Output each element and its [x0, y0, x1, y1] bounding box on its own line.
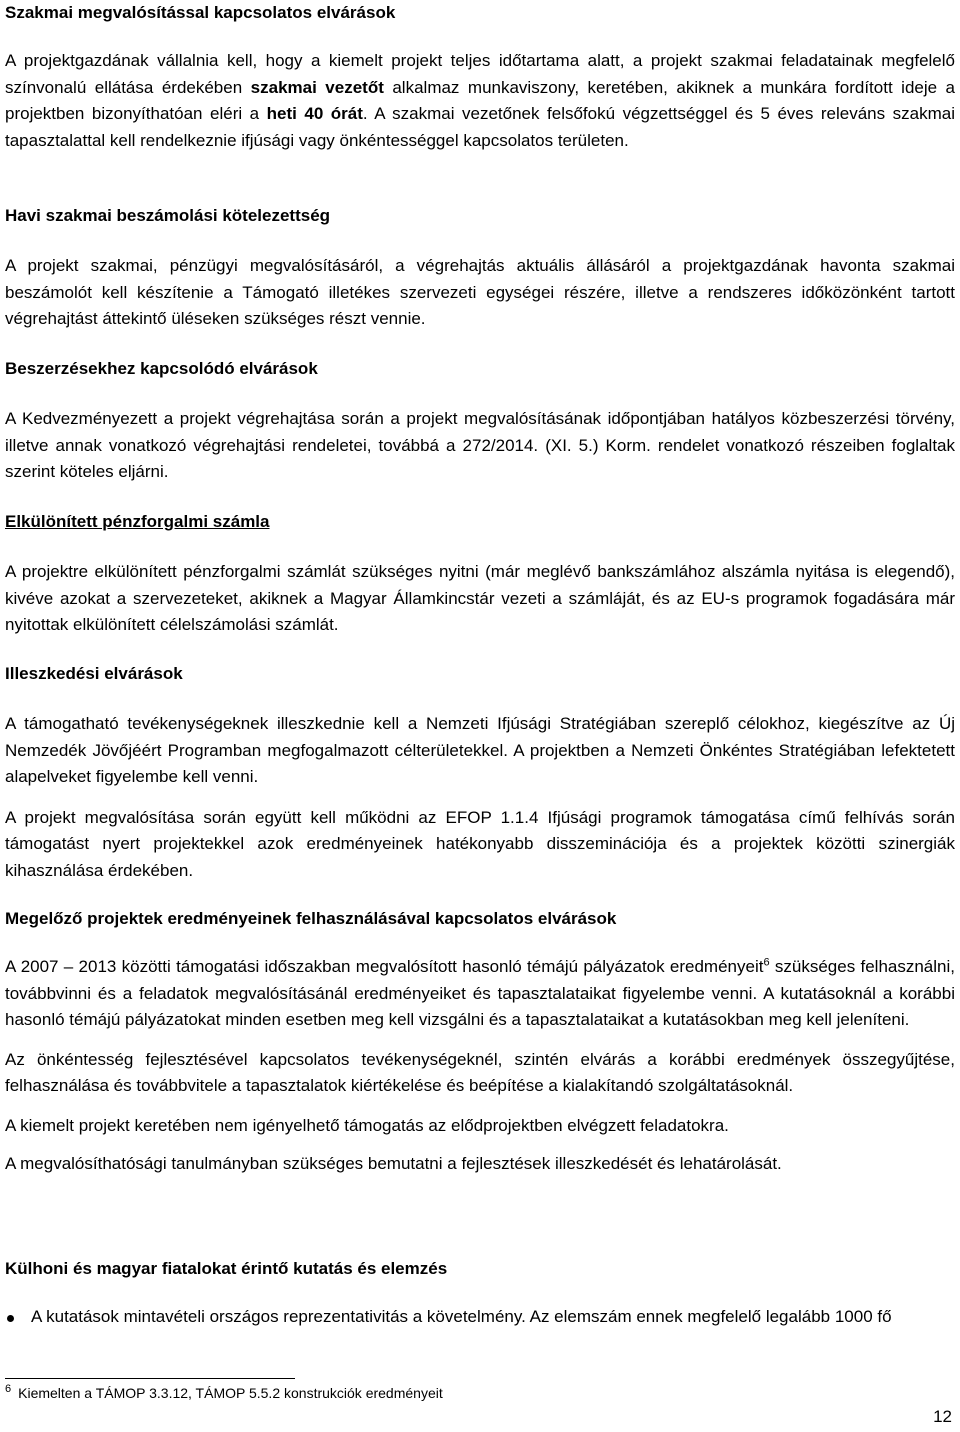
- bullet-icon: [7, 1315, 14, 1322]
- footnote: [5, 1384, 443, 1402]
- section-illeszkedes: [5, 661, 955, 884]
- list-item-text: A kutatások mintavételi országos reprezentativitás a követelmény. Az elemszám ennek megfelelő legalább 1000 fő: [31, 1307, 892, 1326]
- footnote-reference[interactable]: 6: [763, 956, 770, 969]
- text-run: A projektgazdának vállalnia kell, hogy a kiemelt projekt teljes időtartama alatt, a projekt szakmai feladatainak megfelelő színvonalú ellátása érdekében: [5, 51, 955, 97]
- section-megelozo-projektek: [5, 906, 955, 1178]
- section-beszerzes: [5, 356, 955, 486]
- text-run: alkalmaz munkaviszony, keretében, akiknek a munkára fordított ideje a projektben bizonyíthatóan eléri a: [5, 77, 956, 123]
- text-run: szükséges felhasználni, továbbvinni és a feladatok megvalósításánál eredményeiket és tapasztalataikat figyelembe venni. A kutatásoknál a korábbi hasonló témájú pályázatokat minden esetben meg kell vizsgálni és a tapasztalataikat a kutatásokban meg kell jeleníteni.: [5, 957, 955, 1029]
- bold-text: szakmai vezetőt: [250, 77, 384, 97]
- section-heading: Megelőző projektek eredményeinek felhasználásával kapcsolatos elvárások: [5, 909, 617, 928]
- section-heading: Beszerzésekhez kapcsolódó elvárások: [5, 359, 318, 378]
- section-paragraph: [5, 48, 955, 154]
- section-penzforgalmi-szamla: [5, 509, 955, 639]
- bullet-list: [5, 1304, 955, 1331]
- section-paragraph: A projektre elkülönített pénzforgalmi számlát szükséges nyitni (már meglévő bankszámlához alszámla nyitása is elegendő), kivéve azokat a szervezeteket, akiknek a Magyar Államkincstár vezeti a számláját, és az EU-s programok fogadására már nyitottak elkülönített célelszámolási számlát.: [5, 562, 955, 634]
- text-run: A 2007 – 2013 közötti támogatási időszakban megvalósított hasonló témájú pályázatok eredményeit: [5, 957, 764, 976]
- text-run: . A szakmai vezetőnek felsőfokú végzettséggel és 5 éves releváns szakmai tapasztalattal kell rendelkeznie ifjúsági vagy önkéntességgel kapcsolatos területen.: [5, 104, 955, 150]
- section-heading: Havi szakmai beszámolási kötelezettség: [5, 206, 331, 225]
- footnote-separator: [5, 1378, 295, 1379]
- section-paragraph: Az önkéntesség fejlesztésével kapcsolatos tevékenységeknél, szintén elvárás a korábbi eredmények összegyűjtése, felhasználása és továbbvitele a tapasztalatok kiértékelése és beépítése a kialakítandó szolgáltatásoknál.: [5, 1049, 955, 1095]
- section-szakmai-megvalositas: [5, 0, 955, 154]
- section-paragraph: [5, 954, 955, 1034]
- section-paragraph: A Kedvezményezett a projekt végrehajtása során a projekt megvalósításának időpontjában hatályos közbeszerzési törvény, illetve annak vonatkozó végrehajtási rendeletei, továbbá a 272/2014. (XI. 5.) Korm. rendelet vonatkozó részeiben foglaltak szerint köteles eljárni.: [5, 409, 955, 481]
- section-paragraph: A megvalósíthatósági tanulmányban szükséges bemutatni a fejlesztések illeszkedését és lehatárolását.: [5, 1154, 782, 1173]
- section-paragraph: A kiemelt projekt keretében nem igényelhető támogatás az elődprojektben elvégzett feladatokra.: [5, 1115, 729, 1135]
- footnote-text: Kiemelten a TÁMOP 3.3.12, TÁMOP 5.5.2 konstrukciók eredményeit: [18, 1385, 443, 1401]
- section-havi-beszamolas: [5, 203, 955, 333]
- section-kutatas-elemzes: [5, 1256, 955, 1331]
- section-paragraph: A támogatható tevékenységeknek illeszkednie kell a Nemzeti Ifjúsági Stratégiában szereplő célokhoz, kiegészítve az Új Nemzedék Jövőjéért Programban megfogalmazott célterületekkel. A projektben a Nemzeti Önkéntes Stratégiában lefektetett alapelveket figyelembe kell venni.: [5, 714, 955, 786]
- section-heading: Külhoni és magyar fiatalokat érintő kutatás és elemzés: [5, 1259, 448, 1278]
- bold-text: heti 40 órát: [266, 104, 363, 123]
- section-paragraph: A projekt megvalósítása során együtt kell működni az EFOP 1.1.4 Ifjúsági programok támogatása című felhívás során támogatást nyert projektekkel azok eredményeinek hatékonyabb disszeminációja és a projektek közötti szinergiák kihasználása érdekében.: [5, 807, 955, 880]
- list-item: [5, 1304, 955, 1331]
- section-heading: Elkülönített pénzforgalmi számla: [5, 512, 270, 531]
- section-heading: Szakmai megvalósítással kapcsolatos elvárások: [5, 3, 396, 22]
- page-number: 12: [933, 1407, 952, 1426]
- footnote-mark: 6: [5, 1383, 12, 1396]
- section-paragraph: A projekt szakmai, pénzügyi megvalósításáról, a végrehajtás aktuális állásáról a projektgazdának havonta szakmai beszámolót kell készítenie a Támogató illetékes szervezeti egységei részére, illetve a rendszeres időközönként tartott végrehajtást áttekintő üléseken szükséges részt vennie.: [5, 256, 955, 328]
- section-heading: Illeszkedési elvárások: [5, 664, 183, 683]
